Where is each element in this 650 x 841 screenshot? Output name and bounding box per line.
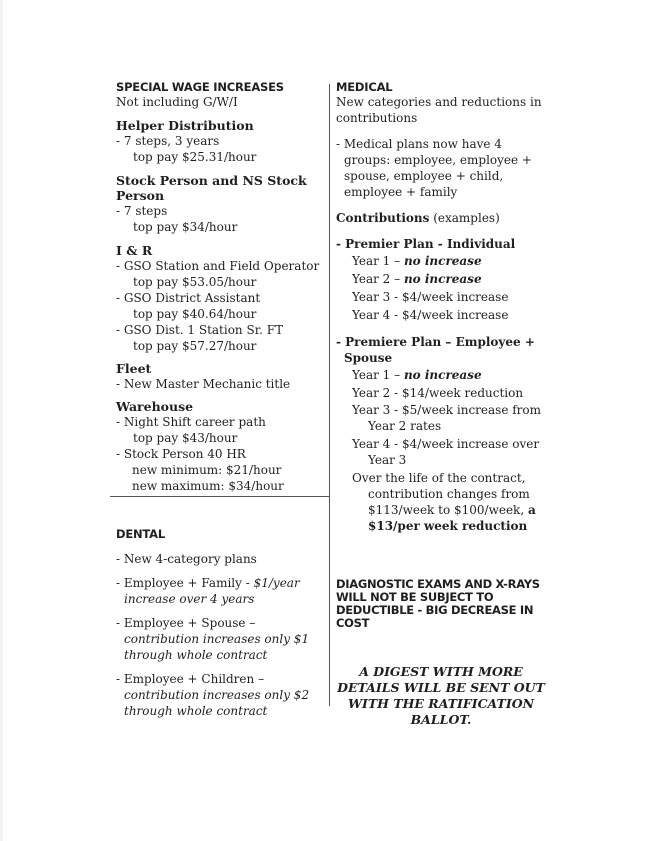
column-divider	[329, 84, 330, 706]
warehouse-line4: new minimum: $21/hour	[132, 463, 282, 477]
dental-line1: - New 4-category plans	[116, 552, 257, 566]
ir-heading: I & R	[116, 243, 153, 258]
helper-line1: - 7 steps, 3 years	[116, 134, 220, 148]
stock-heading: Stock Person and NS Stock Person	[116, 173, 307, 203]
fleet-heading: Fleet	[116, 361, 152, 376]
premier-y1	[336, 252, 546, 270]
medical-groups: - Medical plans now have 4 groups: employee, employee + spouse, employee + child, employee + family	[336, 137, 532, 199]
premier-y2	[336, 270, 546, 288]
dental-children-emph: contribution increases only $2 through whole contract	[124, 688, 310, 718]
special-wage-note: Not including G/W/I	[116, 95, 238, 109]
premier-y1-emph: no increase	[403, 254, 482, 268]
dental-children	[116, 671, 328, 719]
premier-y2-prefix: Year 2 –	[352, 272, 404, 286]
dental-heading: DENTAL	[116, 527, 166, 541]
premiere-y1	[336, 366, 546, 384]
dental-spouse-emph: contribution increases only $1 through whole contract	[124, 632, 310, 662]
premiere-life-bold: a $13/per week reduction	[368, 503, 536, 533]
dental-family-emph: $1/year increase over 4 years	[124, 576, 300, 606]
helper-line2: top pay $25.31/hour	[133, 150, 257, 164]
diagnostic-notice: DIAGNOSTIC EXAMS AND X-RAYS WILL NOT BE SUBJECT TO DEDUCTIBLE - BIG DECREASE IN COST	[336, 577, 540, 630]
premiere-life	[336, 470, 546, 534]
premiere-y4: Year 4 - $4/week increase over Year 3	[352, 437, 540, 467]
contributions-suffix: (examples)	[429, 211, 500, 225]
ir-item1-pay: top pay $53.05/hour	[133, 275, 257, 289]
stock-line1: - 7 steps	[116, 204, 168, 218]
page-edge	[0, 0, 3, 841]
premiere-y3: Year 3 - $5/week increase from Year 2 rates	[352, 403, 542, 433]
warehouse-line5: new maximum: $34/hour	[132, 479, 284, 493]
premier-heading	[336, 236, 546, 252]
helper-heading: Helper Distribution	[116, 118, 254, 133]
ir-item2-title: - GSO District Assistant	[116, 291, 261, 305]
ir-item2-pay: top pay $40.64/hour	[133, 307, 257, 321]
premier-heading-text: - Premier Plan - Individual	[336, 237, 516, 251]
premier-y2-emph: no increase	[403, 272, 482, 286]
premier-y3: Year 3 - $4/week increase	[352, 290, 509, 304]
premiere-heading-text: - Premiere Plan – Employee + Spouse	[336, 335, 535, 365]
dental-family	[116, 575, 328, 607]
dental-spouse	[116, 615, 328, 663]
fleet-line1: - New Master Mechanic title	[116, 377, 291, 391]
ir-item1-title: - GSO Station and Field Operator	[116, 259, 320, 273]
dental-family-prefix: - Employee + Family -	[116, 576, 254, 590]
right-column	[336, 80, 546, 728]
left-column	[116, 80, 328, 719]
dental-spouse-prefix: - Employee + Spouse –	[116, 616, 256, 630]
premiere-y1-emph: no increase	[403, 368, 482, 382]
premier-y4: Year 4 - $4/week increase	[352, 308, 509, 322]
contributions-label: Contributions	[336, 211, 430, 225]
premiere-heading	[336, 334, 546, 366]
premier-y1-prefix: Year 1 –	[352, 254, 404, 268]
dental-children-prefix: - Employee + Children –	[116, 672, 265, 686]
ir-item3-pay: top pay $57.27/hour	[133, 339, 257, 353]
premiere-y1-prefix: Year 1 –	[352, 368, 404, 382]
ir-item3-title: - GSO Dist. 1 Station Sr. FT	[116, 323, 284, 337]
medical-heading: MEDICAL	[336, 80, 393, 94]
contributions-line	[336, 210, 546, 226]
premiere-life-text: Over the life of the contract, contribution changes from $113/week to $100/week,	[352, 471, 530, 517]
warehouse-line1: - Night Shift career path	[116, 415, 266, 429]
warehouse-heading: Warehouse	[116, 399, 194, 414]
premiere-y2: Year 2 - $14/week reduction	[352, 386, 524, 400]
digest-notice: A DIGEST WITH MORE DETAILS WILL BE SENT OUT WITH THE RATIFICATION BALLOT.	[337, 664, 545, 727]
special-wage-heading: SPECIAL WAGE INCREASES	[116, 80, 284, 94]
stock-line2: top pay $34/hour	[133, 220, 238, 234]
warehouse-line3: - Stock Person 40 HR	[116, 447, 246, 461]
medical-intro: New categories and reductions in contributions	[336, 95, 542, 125]
warehouse-line2: top pay $43/hour	[133, 431, 238, 445]
